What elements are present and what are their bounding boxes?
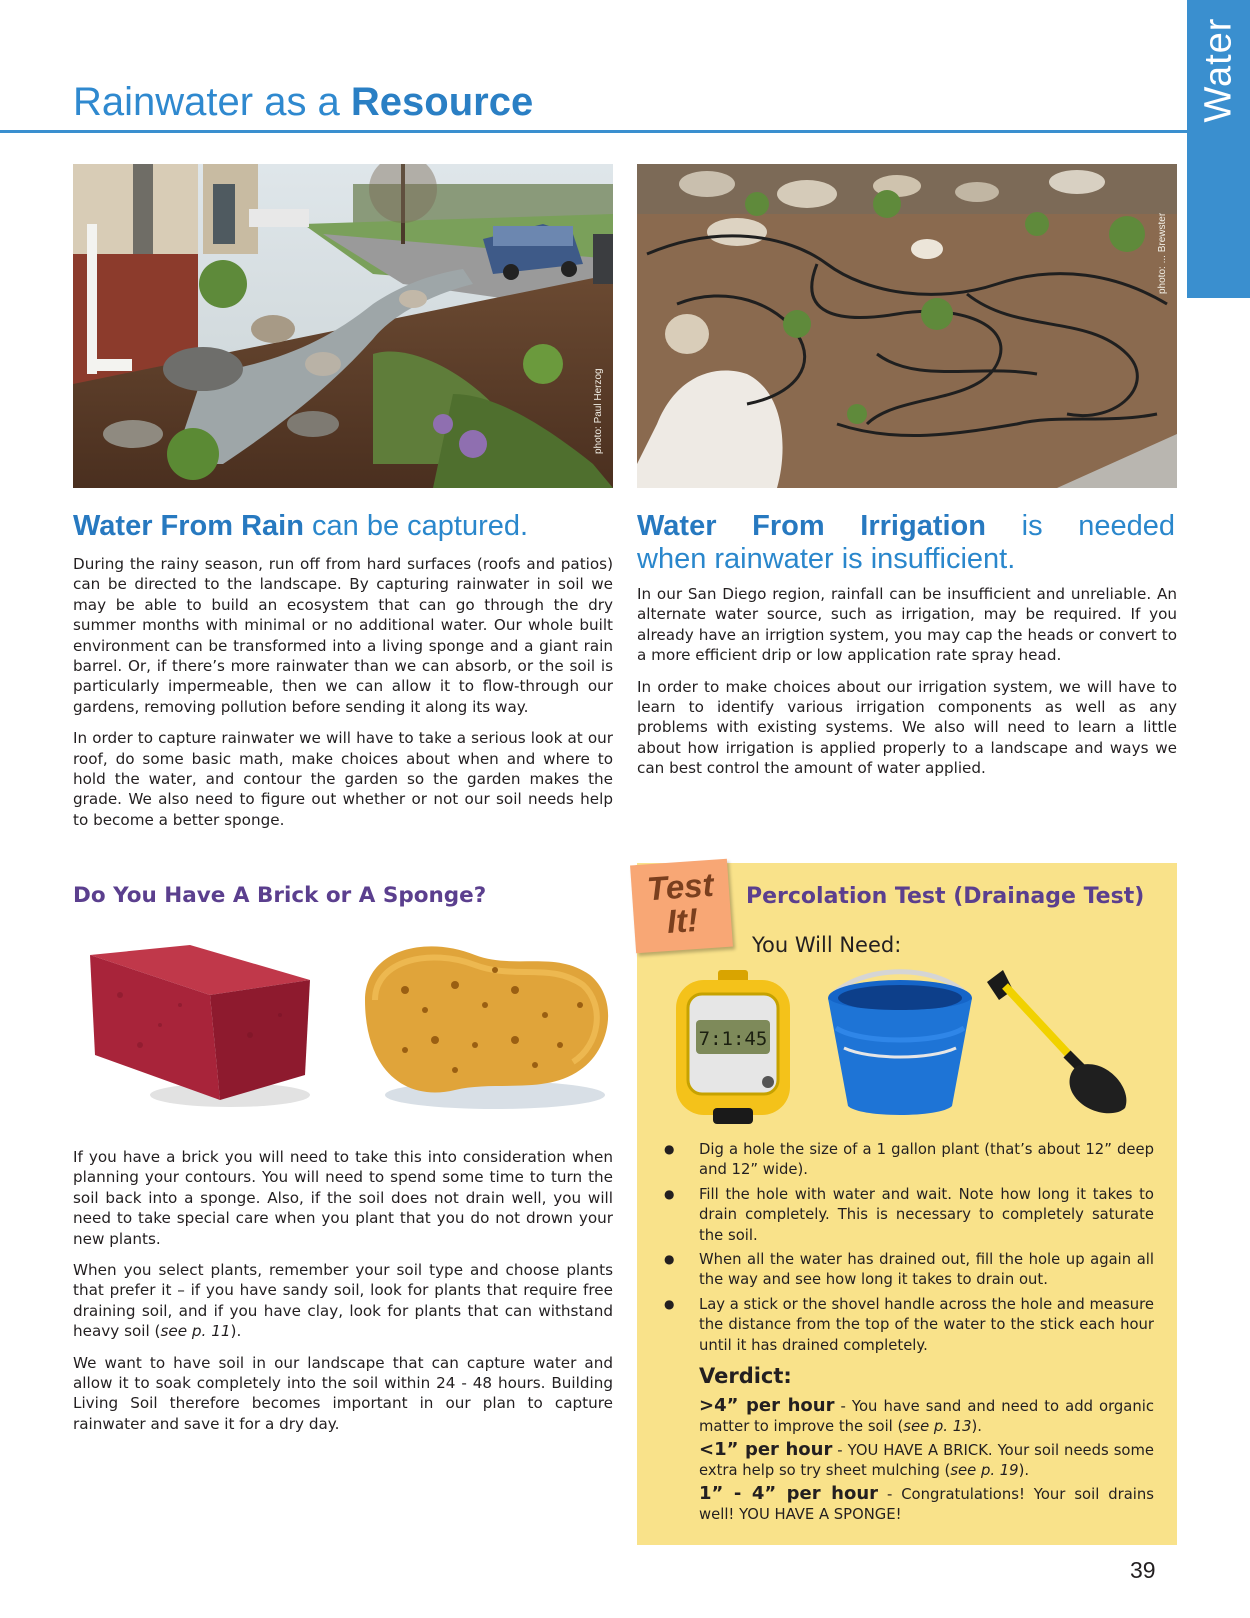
brick-paragraph-plants bbox=[73, 1260, 613, 1342]
rain-garden-photo bbox=[73, 164, 613, 488]
irrigation-body bbox=[637, 584, 1177, 790]
verdict-item bbox=[699, 1396, 1154, 1438]
verdict-rate: >4” per hour bbox=[699, 1395, 835, 1416]
step-item: ● Dig a hole the size of a 1 gallon plant (that’s about 12” deep and 12” wide). bbox=[664, 1140, 1154, 1181]
brick-sponge-heading: Do You Have A Brick or A Sponge? bbox=[73, 883, 487, 908]
stopwatch-icon bbox=[668, 970, 798, 1130]
verdict-rate: <1” per hour bbox=[699, 1438, 833, 1460]
irrigation-paragraph: In our San Diego region, rainfall can be insufficient and unreliable. An alternate water source, such as irrigation, may be required. If you already have an irrigtion system, you may cap the heads or convert to a more efficient drip or low application rate spray head. bbox=[637, 585, 1177, 665]
sponge-illustration bbox=[345, 930, 615, 1115]
page-reference: see p. 11 bbox=[160, 1322, 231, 1341]
step-item: ● When all the water has drained out, fill the hole up again all the way and see how long it takes to drain out. bbox=[664, 1250, 1154, 1291]
brick-paragraph: If you have a brick you will need to take this into consideration when planning your contours. You will need to spend some time to turn the soil back into a sponge. Also, if the soil does not drain well, you will need to take special care when you plant that you do not drown your new plants. bbox=[73, 1148, 613, 1248]
rain-heading-bold: Water From Rain bbox=[73, 510, 304, 542]
drip-irrigation-photo bbox=[637, 164, 1177, 488]
verdict-end: ). bbox=[1018, 1462, 1030, 1480]
brick-body bbox=[73, 1147, 613, 1445]
verdict-list bbox=[699, 1396, 1154, 1527]
verdict-rate: 1” - 4” per hour bbox=[699, 1482, 879, 1504]
verdict-reference: see p. 19 bbox=[950, 1462, 1019, 1480]
rain-heading-rest: can be captured. bbox=[303, 510, 529, 542]
verdict-text: - YOU HAVE A BRICK. Your soil needs some extra help so try sheet mulching ( bbox=[699, 1441, 1154, 1480]
photo-credit-right: photo: ... Brewster bbox=[1157, 212, 1168, 294]
bucket-icon bbox=[820, 968, 980, 1118]
verdict-item bbox=[699, 1484, 1154, 1526]
irrigation-heading-line1 bbox=[637, 510, 1175, 542]
verdict-heading: Verdict: bbox=[699, 1364, 792, 1388]
stopwatch-display: 7:1:45 bbox=[698, 1028, 768, 1050]
brick-illustration bbox=[80, 935, 320, 1115]
title-rule bbox=[0, 130, 1187, 133]
test-it-note bbox=[630, 859, 733, 954]
test-it-line2: It! bbox=[665, 900, 700, 941]
step-item: ● Lay a stick or the shovel handle across the hole and measure the distance from the top of the water to the stick each hour until it has drained completely. bbox=[664, 1295, 1154, 1356]
percolation-steps-list bbox=[664, 1140, 1154, 1360]
verdict-end: ). bbox=[971, 1418, 983, 1436]
shovel-icon bbox=[985, 968, 1135, 1118]
step-item: ● Fill the hole with water and wait. Note how long it takes to drain completely. This is necessary to completely saturate the soil. bbox=[664, 1185, 1154, 1246]
page-title-prefix: Rainwater as a bbox=[73, 80, 351, 124]
rain-paragraph: In order to capture rainwater we will have to take a serious look at our roof, do some basic math, make choices about when and where to hold the water, and contour the garden so the garden makes the grade. We also need to figure out whether or not our soil needs help to become a better sponge. bbox=[73, 729, 613, 829]
page-number: 39 bbox=[1130, 1557, 1156, 1583]
plants-text-end: ). bbox=[230, 1322, 242, 1341]
section-tab-water bbox=[1187, 0, 1250, 298]
verdict-text: - You have sand and need to add organic matter to improve the soil ( bbox=[699, 1398, 1155, 1436]
percolation-test-title: Percolation Test (Drainage Test) bbox=[746, 884, 1145, 909]
photo-credit-left: photo: Paul Herzog bbox=[593, 368, 604, 454]
page-title-bold: Resource bbox=[350, 80, 534, 124]
rain-heading bbox=[73, 510, 618, 542]
verdict-reference: see p. 13 bbox=[903, 1418, 972, 1436]
irrigation-heading-line2: when rainwater is insufficient. bbox=[637, 543, 1016, 575]
rain-body bbox=[73, 554, 613, 841]
section-tab-label: Water bbox=[1197, 17, 1239, 123]
verdict-item bbox=[699, 1440, 1154, 1482]
brick-paragraph: We want to have soil in our landscape that can capture water and allow it to soak completely into the soil within 24 - 48 hours. Building Living Soil therefore becomes important in our plan to capture rainwater and save it for a dry day. bbox=[73, 1353, 613, 1433]
irrigation-heading-rest: is needed bbox=[985, 510, 1176, 542]
plants-text: When you select plants, remember your soil type and choose plants that prefer it – if you have sandy soil, look for plants that require free draining soil, and if you have clay, look for plants that can withstand heavy soil ( bbox=[73, 1261, 613, 1341]
you-will-need-label: You Will Need: bbox=[752, 933, 902, 957]
irrigation-heading-bold: Water From Irrigation bbox=[637, 510, 986, 542]
irrigation-paragraph: In order to make choices about our irrigation system, we will have to learn to identify various irrigation components as well as any problems with existing systems. We also will need to learn a little about how irrigation is applied properly to a landscape and ways we can best control the amount of water applied. bbox=[637, 677, 1177, 778]
verdict-text: - Congratulations! Your soil drains well! YOU HAVE A SPONGE! bbox=[699, 1485, 1154, 1524]
test-it-line1: Test bbox=[645, 865, 715, 908]
page-title bbox=[73, 80, 533, 125]
rain-paragraph: During the rainy season, run off from hard surfaces (roofs and patios) can be directed to the landscape. By capturing rainwater in soil we may be able to build an ecosystem that can go through the dry summer months with minimal or no additional water. Our whole built environment can be transformed into a living sponge and a giant rain barrel. Or, if there’s more rainwater than we can absorb, or the soil is particularly impermeable, then we can allow it to flow-through our gardens, removing pollution before sending it along its way. bbox=[73, 555, 613, 716]
